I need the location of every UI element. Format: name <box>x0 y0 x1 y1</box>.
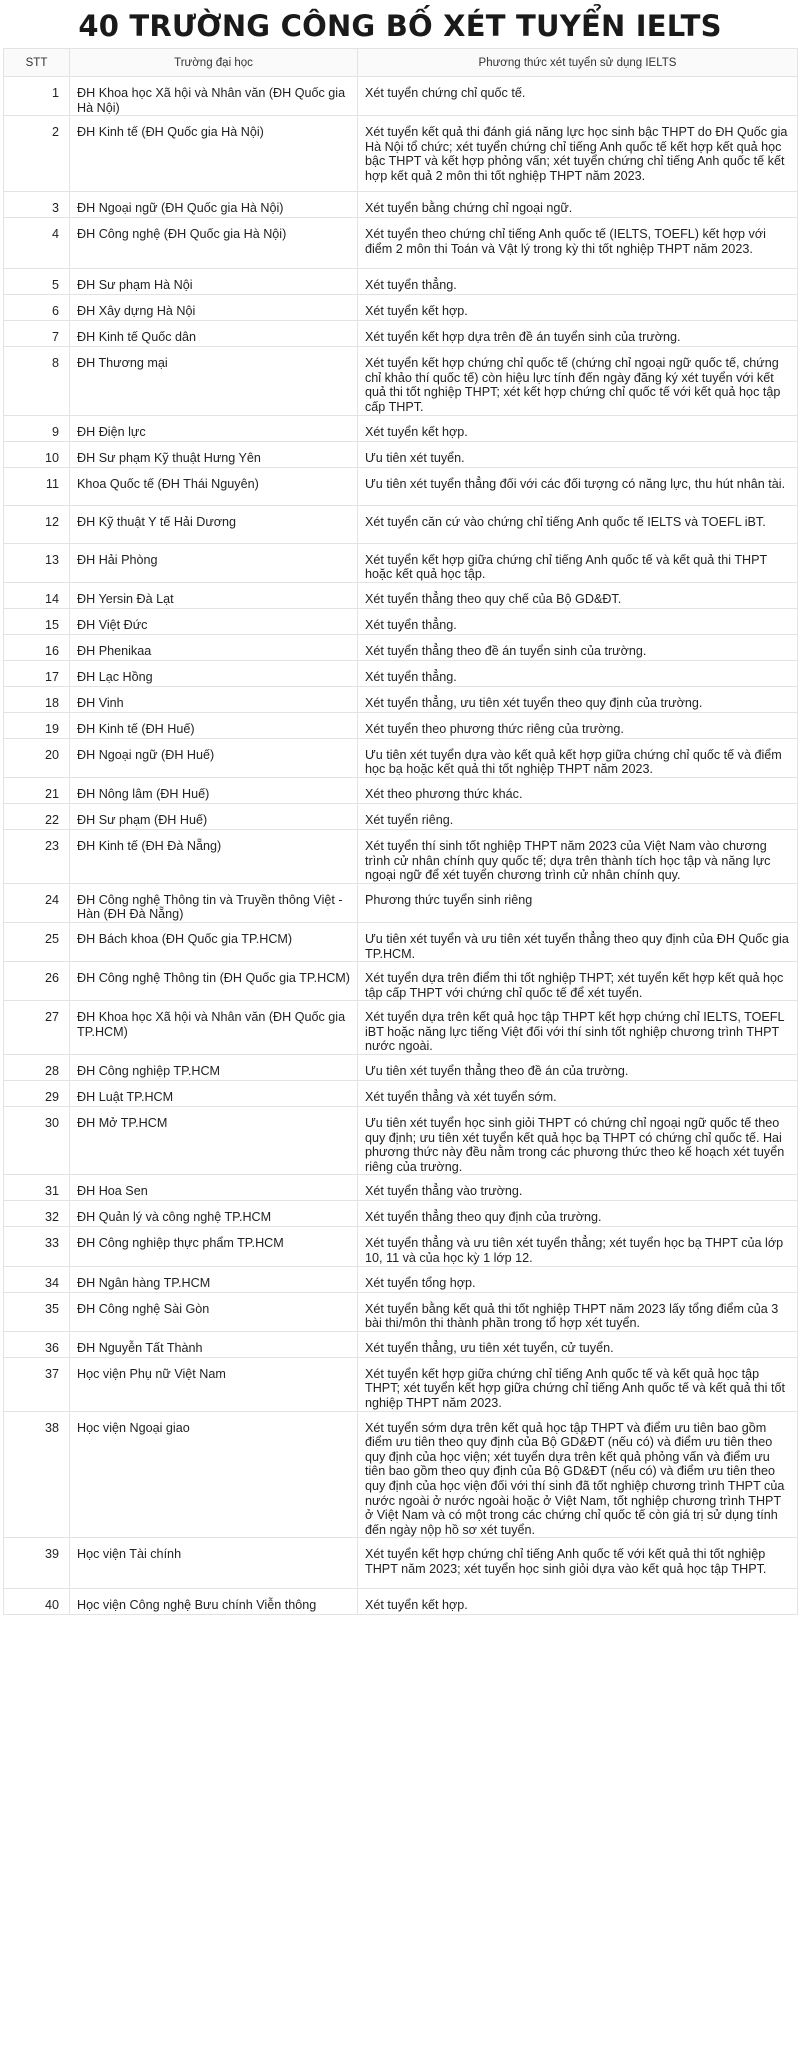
row-school: ĐH Kinh tế (ĐH Đà Nẵng) <box>70 829 358 883</box>
row-stt: 9 <box>4 415 70 441</box>
table-row <box>4 1081 798 1107</box>
row-method: Xét tuyển thẳng theo quy định của trường. <box>358 1201 798 1227</box>
row-method: Xét tuyển kết hợp. <box>358 415 798 441</box>
row-stt: 15 <box>4 608 70 634</box>
row-method: Xét theo phương thức khác. <box>358 777 798 803</box>
row-stt: 27 <box>4 1001 70 1055</box>
table-row <box>4 777 798 803</box>
row-method: Xét tuyển thẳng vào trường. <box>358 1175 798 1201</box>
row-stt: 11 <box>4 467 70 505</box>
row-school: Học viện Tài chính <box>70 1538 358 1589</box>
row-stt: 7 <box>4 321 70 347</box>
row-school: ĐH Hải Phòng <box>70 543 358 582</box>
row-stt: 22 <box>4 803 70 829</box>
row-school: Học viện Công nghệ Bưu chính Viễn thông <box>70 1589 358 1615</box>
row-method: Xét tuyển riêng. <box>358 803 798 829</box>
row-method: Xét tuyển kết quả thi đánh giá năng lực học sinh bậc THPT do ĐH Quốc gia Hà Nội tổ chức; xét tuyển chứng chỉ tiếng Anh quốc tế kết hợp kết quả học bậc THPT và kết hợp phỏng vấn; xét tuyển chứng chỉ tiếng Anh quốc tế kết hợp kết quả 2 môn thi tốt nghiệp THPT năm 2023. <box>358 116 798 192</box>
row-school: ĐH Công nghệ (ĐH Quốc gia Hà Nội) <box>70 218 358 269</box>
table-row <box>4 295 798 321</box>
row-method: Xét tuyển bằng kết quả thi tốt nghiệp THPT năm 2023 lấy tổng điểm của 3 bài thi/môn thi thành phần trong tổ hợp xét tuyển. <box>358 1292 798 1331</box>
row-stt: 39 <box>4 1538 70 1589</box>
row-stt: 35 <box>4 1292 70 1331</box>
header-stt: STT <box>4 49 70 77</box>
row-school: ĐH Lạc Hồng <box>70 660 358 686</box>
row-stt: 1 <box>4 77 70 116</box>
header-method: Phương thức xét tuyển sử dụng IELTS <box>358 49 798 77</box>
table-row <box>4 922 798 961</box>
header-school: Trường đại học <box>70 49 358 77</box>
row-method: Xét tuyển thẳng. <box>358 269 798 295</box>
row-school: ĐH Bách khoa (ĐH Quốc gia TP.HCM) <box>70 922 358 961</box>
row-method: Phương thức tuyển sinh riêng <box>358 883 798 922</box>
row-school: ĐH Kinh tế (ĐH Huế) <box>70 712 358 738</box>
row-school: ĐH Nguyễn Tất Thành <box>70 1331 358 1357</box>
table-row <box>4 883 798 922</box>
row-stt: 40 <box>4 1589 70 1615</box>
row-method: Xét tuyển kết hợp chứng chỉ quốc tế (chứng chỉ ngoại ngữ quốc tế, chứng chỉ khảo thí quốc tế) còn hiệu lực tính đến ngày đăng ký xét tuyển với kết quả thi tốt nghiệp THPT; xét kết hợp chứng chỉ quốc tế với kết quả học tập cấp THPT. <box>358 347 798 415</box>
table-row <box>4 1227 798 1266</box>
row-stt: 29 <box>4 1081 70 1107</box>
row-method: Xét tuyển dựa trên kết quả học tập THPT kết hợp chứng chỉ IELTS, TOEFL iBT hoặc năng lực tiếng Việt đối với thí sinh tốt nghiệp chương trình THPT nước ngoài. <box>358 1001 798 1055</box>
row-method: Ưu tiên xét tuyển thẳng theo đề án của trường. <box>358 1055 798 1081</box>
row-school: ĐH Kinh tế (ĐH Quốc gia Hà Nội) <box>70 116 358 192</box>
table-row <box>4 1331 798 1357</box>
row-stt: 8 <box>4 347 70 415</box>
row-stt: 13 <box>4 543 70 582</box>
row-school: Khoa Quốc tế (ĐH Thái Nguyên) <box>70 467 358 505</box>
row-school: ĐH Ngoại ngữ (ĐH Huế) <box>70 738 358 777</box>
row-stt: 2 <box>4 116 70 192</box>
table-row <box>4 415 798 441</box>
row-school: ĐH Công nghệ Thông tin và Truyền thông Việt - Hàn (ĐH Đà Nẵng) <box>70 883 358 922</box>
row-school: ĐH Hoa Sen <box>70 1175 358 1201</box>
table-row <box>4 192 798 218</box>
row-method: Xét tuyển thẳng. <box>358 608 798 634</box>
row-stt: 10 <box>4 441 70 467</box>
row-stt: 21 <box>4 777 70 803</box>
row-stt: 24 <box>4 883 70 922</box>
row-method: Xét tuyển thẳng, ưu tiên xét tuyển theo quy định của trường. <box>358 686 798 712</box>
table-row <box>4 1001 798 1055</box>
row-stt: 34 <box>4 1266 70 1292</box>
table-row <box>4 1589 798 1615</box>
row-stt: 17 <box>4 660 70 686</box>
table-row <box>4 467 798 505</box>
row-method: Ưu tiên xét tuyển và ưu tiên xét tuyển thẳng theo quy định của ĐH Quốc gia TP.HCM. <box>358 922 798 961</box>
row-method: Ưu tiên xét tuyển dựa vào kết quả kết hợp giữa chứng chỉ quốc tế và điểm học bạ hoặc kết quả thi tốt nghiệp THPT năm 2023. <box>358 738 798 777</box>
admissions-table <box>3 48 798 1615</box>
table-header-row <box>4 49 798 77</box>
row-stt: 31 <box>4 1175 70 1201</box>
table-row <box>4 77 798 116</box>
row-school: ĐH Xây dựng Hà Nội <box>70 295 358 321</box>
row-stt: 16 <box>4 634 70 660</box>
row-stt: 19 <box>4 712 70 738</box>
row-stt: 38 <box>4 1411 70 1538</box>
row-method: Xét tuyển kết hợp giữa chứng chỉ tiếng Anh quốc tế và kết quả học tập THPT; xét tuyển kết hợp giữa chứng chỉ tiếng Anh quốc tế và kết quả thi tốt nghiệp THPT năm 2023. <box>358 1357 798 1411</box>
table-row <box>4 441 798 467</box>
row-school: ĐH Phenikaa <box>70 634 358 660</box>
row-school: Học viện Phụ nữ Việt Nam <box>70 1357 358 1411</box>
row-stt: 25 <box>4 922 70 961</box>
table-row <box>4 321 798 347</box>
table-row <box>4 962 798 1001</box>
row-method: Xét tuyển bằng chứng chỉ ngoại ngữ. <box>358 192 798 218</box>
row-method: Xét tuyển thẳng, ưu tiên xét tuyển, cử tuyển. <box>358 1331 798 1357</box>
table-row <box>4 829 798 883</box>
row-stt: 33 <box>4 1227 70 1266</box>
row-method: Xét tuyển thí sinh tốt nghiệp THPT năm 2023 của Việt Nam vào chương trình cử nhân chính quy quốc tế; dựa trên thành tích học tập và năng lực ngoại ngữ để xét tuyển chương trình cử nhân chính quy. <box>358 829 798 883</box>
row-stt: 26 <box>4 962 70 1001</box>
row-method: Ưu tiên xét tuyển. <box>358 441 798 467</box>
table-row <box>4 1201 798 1227</box>
row-method: Xét tuyển theo chứng chỉ tiếng Anh quốc tế (IELTS, TOEFL) kết hợp với điểm 2 môn thi Toán và Vật lý trong kỳ thi tốt nghiệp THPT năm 2023. <box>358 218 798 269</box>
table-row <box>4 660 798 686</box>
row-method: Xét tuyển sớm dựa trên kết quả học tập THPT và điểm ưu tiên bao gồm điểm ưu tiên theo quy định của Bộ GD&ĐT (nếu có) và điểm ưu tiên theo quy định của học viện; xét tuyển dựa trên kết quả phỏng vấn và điểm ưu tiên bao gồm theo quy định của Bộ GD&ĐT (nếu có) và điểm ưu tiên theo quy định của học viện đối với thí sinh đã tốt nghiệp chương trình THPT của nước ngoài ở nước ngoài hoặc ở Việt Nam, tốt nghiệp chương trình THPT ở Việt Nam và có một trong các chứng chỉ quốc tế còn giá trị sử dụng tính đến ngày nộp hồ sơ xét tuyển. <box>358 1411 798 1538</box>
row-method: Xét tuyển thẳng theo quy chế của Bộ GD&ĐT. <box>358 582 798 608</box>
row-method: Xét tuyển căn cứ vào chứng chỉ tiếng Anh quốc tế IELTS và TOEFL iBT. <box>358 505 798 543</box>
row-method: Xét tuyển thẳng. <box>358 660 798 686</box>
table-row <box>4 1175 798 1201</box>
row-method: Ưu tiên xét tuyển học sinh giỏi THPT có chứng chỉ ngoại ngữ quốc tế theo quy định; ưu tiên xét tuyển kết quả học bạ THPT có chứng chỉ quốc tế. Hai phương thức này đều nằm trong các phương thức theo kế hoạch xét tuyển riêng của trường. <box>358 1107 798 1175</box>
row-stt: 28 <box>4 1055 70 1081</box>
page-title: 40 TRƯỜNG CÔNG BỐ XÉT TUYỂN IELTS <box>78 9 722 43</box>
row-school: ĐH Mở TP.HCM <box>70 1107 358 1175</box>
row-method: Xét tuyển thẳng và xét tuyển sớm. <box>358 1081 798 1107</box>
row-school: ĐH Nông lâm (ĐH Huế) <box>70 777 358 803</box>
row-school: ĐH Sư phạm Hà Nội <box>70 269 358 295</box>
table-row <box>4 1292 798 1331</box>
row-method: Xét tuyển theo phương thức riêng của trường. <box>358 712 798 738</box>
table-row <box>4 1411 798 1538</box>
row-school: ĐH Công nghệ Thông tin (ĐH Quốc gia TP.HCM) <box>70 962 358 1001</box>
table-body <box>4 77 798 1615</box>
table-row <box>4 505 798 543</box>
row-method: Ưu tiên xét tuyển thẳng đối với các đối tượng có năng lực, thu hút nhân tài. <box>358 467 798 505</box>
row-school: ĐH Kỹ thuật Y tế Hải Dương <box>70 505 358 543</box>
row-school: Học viện Ngoại giao <box>70 1411 358 1538</box>
row-school: ĐH Khoa học Xã hội và Nhân văn (ĐH Quốc gia Hà Nội) <box>70 77 358 116</box>
table-row <box>4 1357 798 1411</box>
row-school: ĐH Kinh tế Quốc dân <box>70 321 358 347</box>
row-school: ĐH Ngân hàng TP.HCM <box>70 1266 358 1292</box>
row-stt: 18 <box>4 686 70 712</box>
row-method: Xét tuyển kết hợp. <box>358 1589 798 1615</box>
row-method: Xét tuyển dựa trên điểm thi tốt nghiệp THPT; xét tuyển kết hợp kết quả học tập cấp THPT với chứng chỉ quốc tế để xét tuyển. <box>358 962 798 1001</box>
row-school: ĐH Sư phạm Kỹ thuật Hưng Yên <box>70 441 358 467</box>
row-school: ĐH Việt Đức <box>70 608 358 634</box>
table-row <box>4 347 798 415</box>
table-row <box>4 712 798 738</box>
row-stt: 30 <box>4 1107 70 1175</box>
table-row <box>4 269 798 295</box>
row-school: ĐH Quản lý và công nghệ TP.HCM <box>70 1201 358 1227</box>
table-row <box>4 738 798 777</box>
row-school: ĐH Khoa học Xã hội và Nhân văn (ĐH Quốc gia TP.HCM) <box>70 1001 358 1055</box>
row-school: ĐH Công nghiệp thực phẩm TP.HCM <box>70 1227 358 1266</box>
row-school: ĐH Luật TP.HCM <box>70 1081 358 1107</box>
row-school: ĐH Vinh <box>70 686 358 712</box>
table-row <box>4 582 798 608</box>
table-row <box>4 1055 798 1081</box>
row-method: Xét tuyển kết hợp chứng chỉ tiếng Anh quốc tế với kết quả thi tốt nghiệp THPT năm 2023; xét tuyển học sinh giỏi dựa vào kết quả học tập THPT. <box>358 1538 798 1589</box>
row-method: Xét tuyển kết hợp dựa trên đề án tuyển sinh của trường. <box>358 321 798 347</box>
table-row <box>4 686 798 712</box>
row-stt: 23 <box>4 829 70 883</box>
row-stt: 32 <box>4 1201 70 1227</box>
row-school: ĐH Yersin Đà Lạt <box>70 582 358 608</box>
row-method: Xét tuyển kết hợp. <box>358 295 798 321</box>
row-method: Xét tuyển tổng hợp. <box>358 1266 798 1292</box>
table-row <box>4 116 798 192</box>
row-stt: 37 <box>4 1357 70 1411</box>
table-row <box>4 634 798 660</box>
row-school: ĐH Ngoại ngữ (ĐH Quốc gia Hà Nội) <box>70 192 358 218</box>
table-row <box>4 218 798 269</box>
row-stt: 5 <box>4 269 70 295</box>
row-stt: 6 <box>4 295 70 321</box>
row-stt: 20 <box>4 738 70 777</box>
table-row <box>4 1266 798 1292</box>
row-stt: 12 <box>4 505 70 543</box>
row-method: Xét tuyển kết hợp giữa chứng chỉ tiếng Anh quốc tế và kết quả thi THPT hoặc kết quả học tập. <box>358 543 798 582</box>
table-row <box>4 608 798 634</box>
row-method: Xét tuyển chứng chỉ quốc tế. <box>358 77 798 116</box>
row-stt: 36 <box>4 1331 70 1357</box>
row-method: Xét tuyển thẳng và ưu tiên xét tuyển thẳng; xét tuyển học bạ THPT của lớp 10, 11 và của học kỳ 1 lớp 12. <box>358 1227 798 1266</box>
row-school: ĐH Công nghệ Sài Gòn <box>70 1292 358 1331</box>
row-stt: 3 <box>4 192 70 218</box>
table-row <box>4 543 798 582</box>
row-school: ĐH Công nghiệp TP.HCM <box>70 1055 358 1081</box>
table-row <box>4 1107 798 1175</box>
row-stt: 14 <box>4 582 70 608</box>
row-school: ĐH Điện lực <box>70 415 358 441</box>
row-method: Xét tuyển thẳng theo đề án tuyển sinh của trường. <box>358 634 798 660</box>
table-row <box>4 1538 798 1589</box>
row-stt: 4 <box>4 218 70 269</box>
row-school: ĐH Thương mại <box>70 347 358 415</box>
table-row <box>4 803 798 829</box>
row-school: ĐH Sư phạm (ĐH Huế) <box>70 803 358 829</box>
